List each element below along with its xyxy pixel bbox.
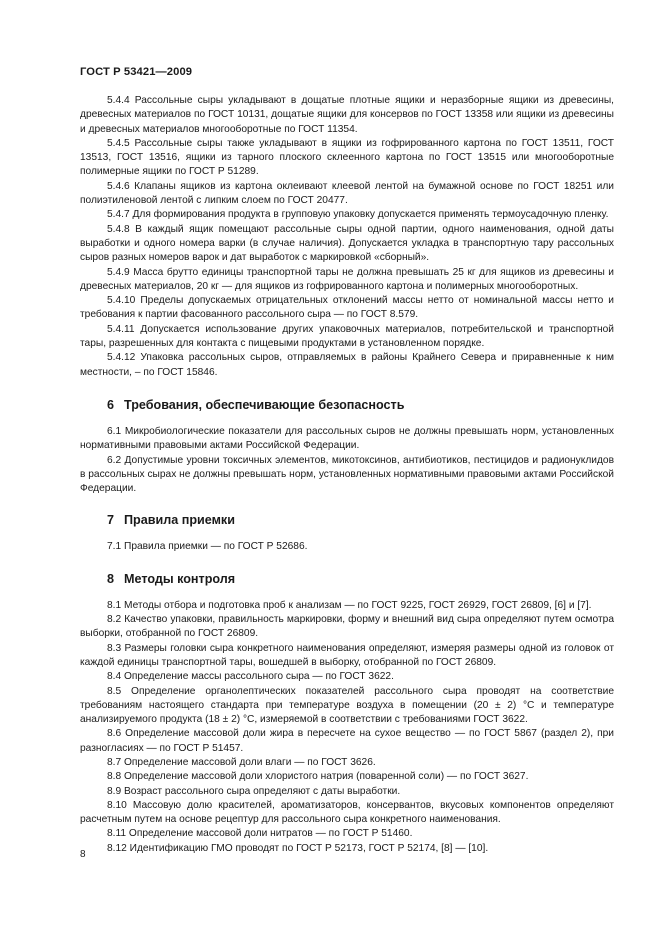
paragraph-8-4: 8.4 Определение массы рассольного сыра — по ГОСТ 3622.	[107, 671, 394, 683]
paragraph-8-12: 8.12 Идентификацию ГМО проводят по ГОСТ Р 52173, ГОСТ Р 52174, [8] — [10].	[107, 842, 489, 854]
paragraph-8-5: 8.5 Определение органолептических показателей рассольного сыра проводят на соответствие требованиям настоящего стандарта при температуре воздуха в помещении (20 ± 2) °С и температуре анализируемого продукта (18 ± 2) °С, измеряемой в соответствии с требованиями ГОСТ 3622.	[80, 685, 614, 726]
paragraph-5-4-9: 5.4.9 Масса брутто единицы транспортной тары не должна превышать 25 кг для ящиков из древесины и древесных материалов, 20 кг — для ящиков из гофрированного картона и полимерных многооборотных.	[80, 266, 614, 292]
paragraph-8-2: 8.2 Качество упаковки, правильность маркировки, форму и внешний вид сыра определяют путем осмотра выборки, отобранной по ГОСТ 26809.	[80, 614, 614, 640]
paragraph-5-4-12: 5.4.12 Упаковка рассольных сыров, отправляемых в районы Крайнего Севера и приравненные к ним местности, – по ГОСТ 15846.	[80, 352, 614, 378]
document-header: ГОСТ Р 53421—2009	[80, 66, 193, 78]
section-6-heading	[80, 398, 614, 412]
section-7-title: Правила приемки	[124, 513, 235, 528]
document-body	[80, 94, 614, 856]
section-8-heading	[80, 572, 614, 586]
paragraph-5-4-11: 5.4.11 Допускается использование других упаковочных материалов, потребительской и транспортной тары, разрешенных для контакта с пищевыми продуктами в установленном порядке.	[80, 323, 614, 350]
paragraph-8-6: 8.6 Определение массовой доли жира в пересчете на сухое вещество — по ГОСТ 5867 (раздел 2), при разногласиях — по ГОСТ Р 51457.	[80, 728, 614, 754]
paragraph-5-4-4: 5.4.4 Рассольные сыры укладывают в дощатые плотные ящики и неразборные ящики из древесины, древесных материалов по ГОСТ 10131, дощатые ящики для консервов по ГОСТ 13358 или ящики из древесины и древесных материалов многооборотные по ГОСТ 11354.	[80, 95, 614, 135]
section-6-title: Требования, обеспечивающие безопасность	[124, 397, 405, 412]
section-6-number: 6	[107, 397, 115, 412]
section-8-number: 8	[107, 571, 115, 586]
paragraph-8-3: 8.3 Размеры головки сыра конкретного наименования определяют, измеряя размеры одной из головок от каждой единицы транспортной тары, вошедшей в выборку, отобранной по ГОСТ 26809.	[80, 642, 614, 668]
page-number: 8	[80, 849, 86, 860]
paragraph-5-4-5: 5.4.5 Рассольные сыры также укладывают в ящики из гофрированного картона по ГОСТ 13511, ГОСТ 13513, ГОСТ 13516, ящики из тарного плоского склеенного картона по ГОСТ 13515 или многооборотные полимерные ящики по ГОСТ Р 51289.	[80, 137, 614, 178]
section-8-title: Методы контроля	[124, 571, 236, 586]
paragraph-5-4-8: 5.4.8 В каждый ящик помещают рассольные сыры одной партии, одного наименования, одной даты выработки и одного номера варки (в случае наличия). Допускается укладка в транспортную тару рассольных сыров разных номеров варок и дат выработок с маркировкой «сборный».	[80, 223, 614, 264]
paragraph-8-7: 8.7 Определение массовой доли влаги — по ГОСТ 3626.	[107, 756, 376, 768]
paragraph-8-10: 8.10 Массовую долю красителей, ароматизаторов, консервантов, вкусовых компонентов определяют расчетным путем на основе рецептур для рассольного сыра конкретного наименования.	[80, 799, 614, 826]
section-7-heading	[80, 513, 614, 527]
paragraph-8-1: 8.1 Методы отбора и подготовка проб к анализам — по ГОСТ 9225, ГОСТ 26929, ГОСТ 26809, [6] и [7].	[107, 599, 592, 611]
paragraph-6-1: 6.1 Микробиологические показатели для рассольных сыров не должны превышать норм, установленных нормативными правовыми актами Российской Федерации.	[80, 425, 614, 452]
paragraph-8-11: 8.11 Определение массовой доли нитратов — по ГОСТ Р 51460.	[107, 828, 413, 840]
paragraph-8-9: 8.9 Возраст рассольного сыра определяют с даты выработки.	[107, 785, 401, 797]
section-7-number: 7	[107, 513, 115, 528]
paragraph-5-4-7: 5.4.7 Для формирования продукта в групповую упаковку допускается применять термоусадочную пленку.	[107, 209, 609, 221]
paragraph-5-4-6: 5.4.6 Клапаны ящиков из картона оклеивают клеевой лентой на бумажной основе по ГОСТ 18251 или полиэтиленовой лентой с липким слоем по ГОСТ 20477.	[80, 180, 614, 207]
paragraph-8-8: 8.8 Определение массовой доли хлористого натрия (поваренной соли) — по ГОСТ 3627.	[107, 771, 529, 783]
paragraph-5-4-10: 5.4.10 Пределы допускаемых отрицательных отклонений массы нетто от номинальной массы нетто и требования к партии фасованного рассольного сыра — по ГОСТ 8.579.	[80, 295, 614, 321]
paragraph-6-2: 6.2 Допустимые уровни токсичных элементов, микотоксинов, антибиотиков, пестицидов и радионуклидов в рассольных сырах не должны превышать норм, установленных нормативными правовыми актами Российской Федерации.	[80, 454, 614, 495]
paragraph-7-1: 7.1 Правила приемки — по ГОСТ Р 52686.	[107, 541, 308, 553]
